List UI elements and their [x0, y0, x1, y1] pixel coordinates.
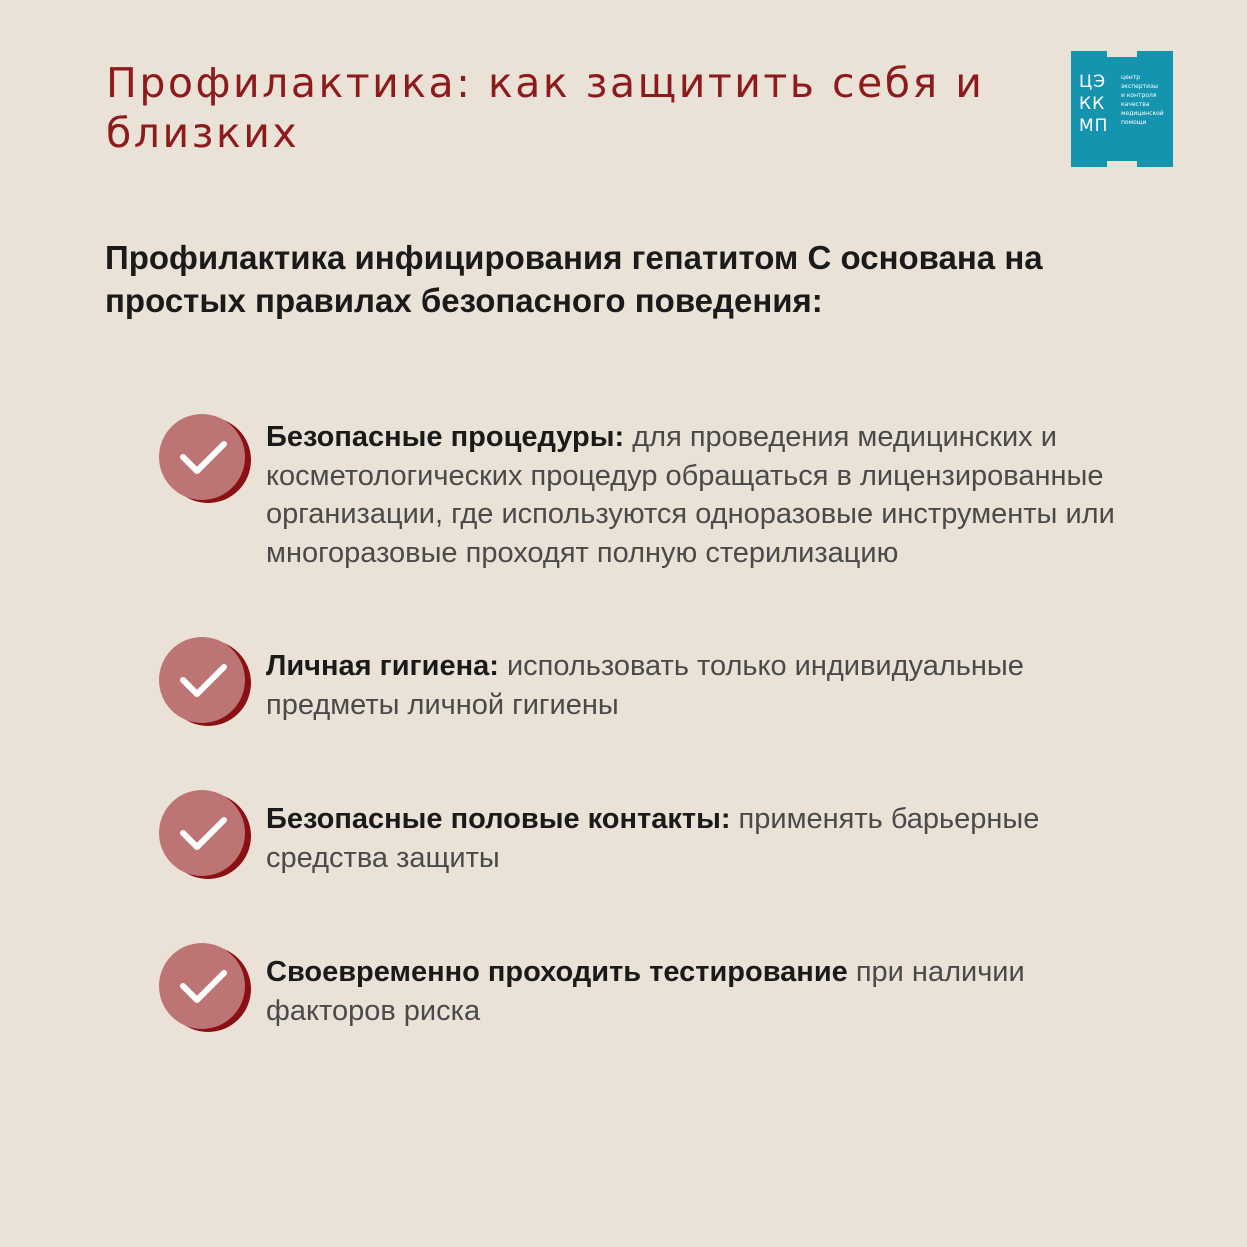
logo-caption-line: медицинской: [1121, 110, 1164, 117]
logo-letters-line: МП: [1079, 116, 1109, 136]
check-circle-icon: [158, 790, 258, 882]
check-circle-icon: [158, 637, 258, 729]
check-circle-icon: [158, 414, 258, 506]
list-item-title: Безопасные половые контакты:: [266, 803, 731, 835]
logo-caption-line: и контроля: [1121, 92, 1157, 99]
logo-caption: [1121, 73, 1173, 127]
logo: [1071, 51, 1173, 167]
logo-letters-line: ЦЭ: [1079, 72, 1107, 92]
logo-caption-line: качества: [1121, 101, 1150, 108]
list-item-text: [266, 800, 1136, 877]
logo-caption-line: экспертизы: [1121, 83, 1158, 90]
list-item-text: [266, 953, 1136, 1030]
logo-letters-line: КК: [1079, 94, 1106, 114]
page-title: Профилактика: как защитить себя и близких: [106, 59, 985, 157]
list-item-title: Безопасные процедуры:: [266, 421, 625, 453]
check-circle-icon: [158, 943, 258, 1035]
list-item-body: для проведения медицинских и косметологических процедур обращаться в лицензированные организации, где используются одноразовые инструменты или многоразовые проходят полную стерилизацию: [266, 421, 1115, 569]
logo-caption-line: помощи: [1121, 119, 1147, 126]
list-item-body: при наличии факторов риска: [266, 956, 1025, 1027]
list-item-body: использовать только индивидуальные предметы личной гигиены: [266, 650, 1024, 721]
list-item-title: Своевременно проходить тестирование: [266, 956, 848, 988]
logo-letters: [1079, 71, 1115, 137]
list-item-title: Личная гигиена:: [266, 650, 499, 682]
list-item-text: [266, 647, 1136, 724]
logo-caption-line: центр: [1121, 74, 1141, 81]
list-item-text: [266, 418, 1136, 572]
intro-text: Профилактика инфицирования гепатитом С основана на простых правилах безопасного поведения:: [105, 239, 1043, 319]
list-item-body: применять барьерные средства защиты: [266, 803, 1040, 874]
